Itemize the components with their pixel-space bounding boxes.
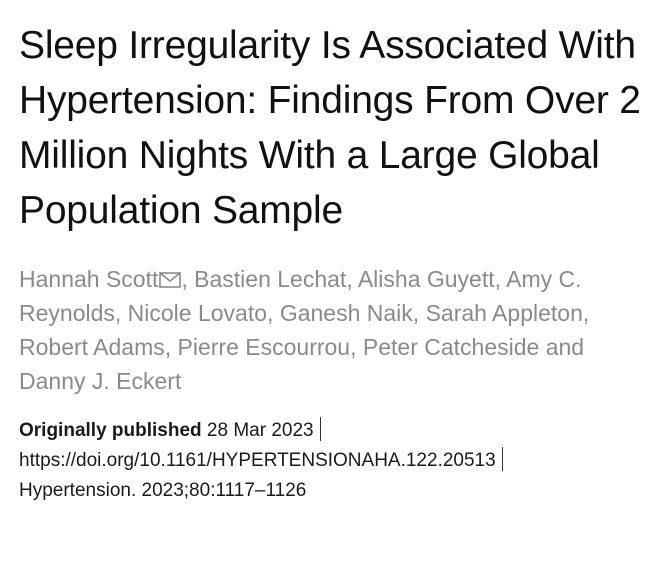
publication-info [19,416,641,506]
doi-line [19,446,641,476]
author-separator: , [582,300,590,326]
author-separator: , [350,334,363,360]
author-separator: , [164,334,178,360]
published-date: 28 Mar 2023 [206,420,314,441]
author-link[interactable]: Hannah Scott [19,266,159,292]
author-list [19,262,619,398]
author-separator: , [412,300,426,326]
published-line [19,416,641,446]
article-title: Sleep Irregularity Is Associated With Hypertension: Findings From Over 2 Million Nights With a Large Global Population Sample [19,24,641,232]
separator-bar [502,447,503,471]
published-label: Originally published [19,420,202,441]
author-link[interactable]: Alisha Guyett [357,266,495,292]
author-separator: , [494,266,507,292]
doi-link[interactable]: https://doi.org/10.1161/HYPERTENSIONAHA.122.20513 [19,450,496,471]
author-link[interactable]: Pierre Escourrou [177,334,351,360]
citation: Hypertension. 2023;80:1117–1126 [19,480,307,501]
author-link[interactable]: Danny J. Eckert [19,368,182,394]
author-link[interactable]: Bastien Lechat [194,266,347,292]
author-link[interactable]: Amy C. Reynolds [19,266,582,326]
author-link[interactable]: Sarah Appleton [425,300,583,326]
author-separator: , [346,266,358,292]
author-separator: , [181,266,195,292]
author-separator: , [114,300,128,326]
mail-icon[interactable] [159,272,181,288]
author-link[interactable]: Peter Catcheside [362,334,540,360]
author-separator: , [267,300,280,326]
author-link[interactable]: Nicole Lovato [127,300,268,326]
article-header [19,18,641,506]
separator-bar [320,417,321,441]
author-link[interactable]: Robert Adams [19,334,165,360]
author-separator-and: and [539,334,585,360]
author-link[interactable]: Ganesh Naik [279,300,413,326]
